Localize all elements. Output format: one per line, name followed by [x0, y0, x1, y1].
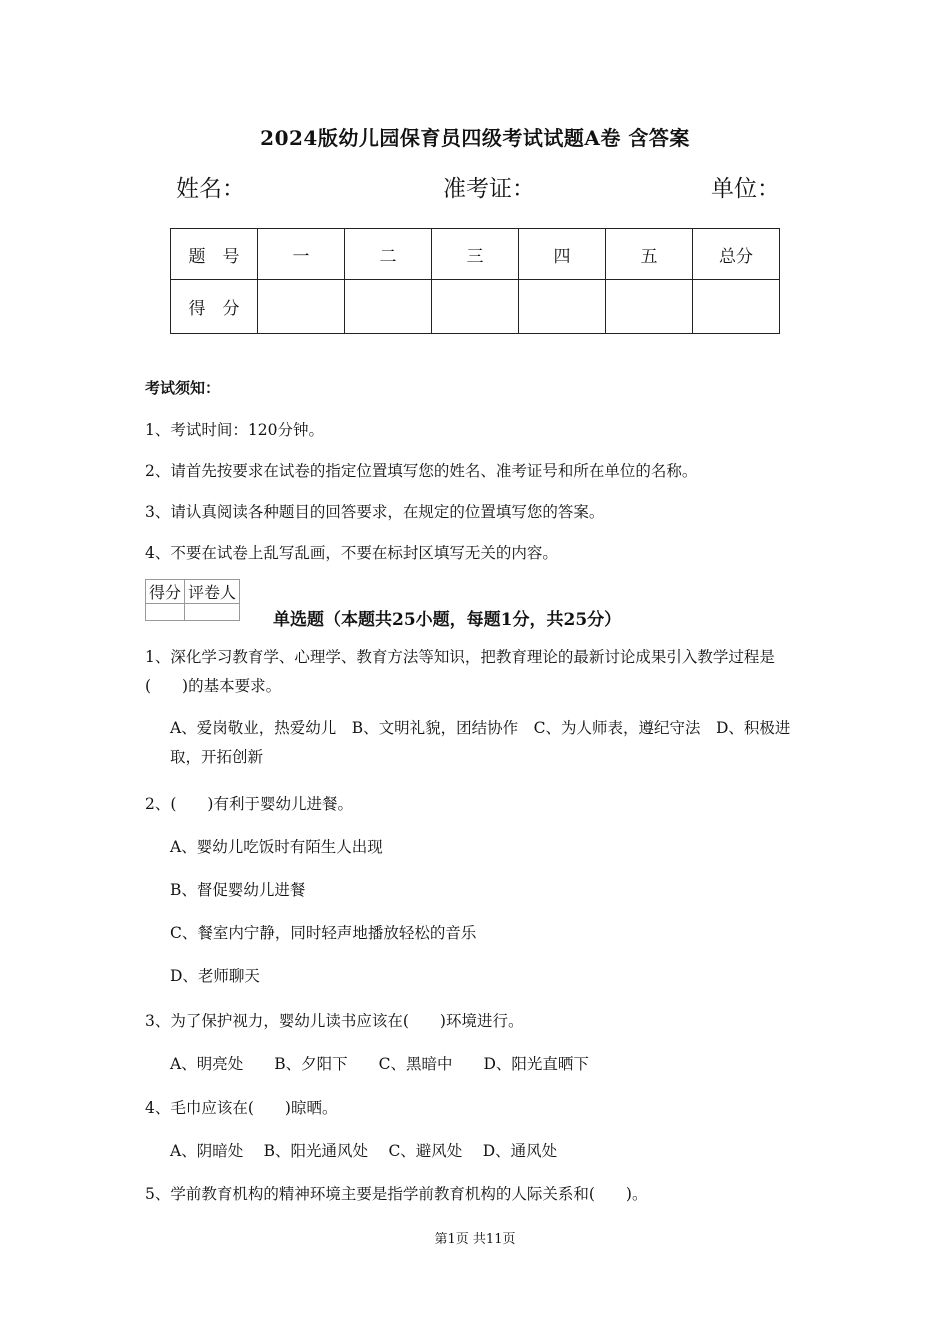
notes-title: 考试须知：: [145, 379, 221, 397]
question-5: 5、学前教育机构的精神环境主要是指学前教育机构的人际关系和( )。: [145, 1185, 648, 1203]
unit-field-label: 单位：: [711, 176, 780, 202]
question-2-option-c: C、餐室内宁静，同时轻声地播放轻松的音乐: [170, 924, 477, 942]
score-table-header-cell: 二: [345, 229, 432, 280]
question-2-option-a: A、婴幼儿吃饭时有陌生人出现: [170, 838, 383, 856]
score-table-header-cell: 一: [258, 229, 345, 280]
note-item: 3、请认真阅读各种题目的回答要求，在规定的位置填写您的答案。: [145, 503, 605, 521]
score-table: [170, 228, 780, 334]
page-footer: 第1页 共11页: [434, 1232, 516, 1247]
note-item: 2、请首先按要求在试卷的指定位置填写您的姓名、准考证号和所在单位的名称。: [145, 462, 698, 480]
name-field-label: 姓名：: [176, 176, 245, 202]
question-1-options: A、爱岗敬业，热爱幼儿 B、文明礼貌，团结协作 C、为人师表，遵纪守法 D、积极进取，开拓创新: [170, 719, 791, 766]
score-cell[interactable]: [519, 280, 606, 334]
score-cell[interactable]: [258, 280, 345, 334]
grader-reviewer-cell[interactable]: [185, 604, 240, 621]
note-item: 1、考试时间：120分钟。: [145, 421, 324, 439]
section-title: 单选题（本题共25小题，每题1分，共25分）: [273, 610, 622, 630]
question-3-options: A、明亮处 B、夕阳下 C、黑暗中 D、阳光直晒下: [170, 1055, 589, 1073]
score-cell[interactable]: [606, 280, 693, 334]
page-title: 2024版幼儿园保育员四级考试试题A卷 含答案: [260, 126, 690, 150]
score-cell[interactable]: [693, 280, 780, 334]
question-2-option-d: D、老师聊天: [170, 967, 260, 985]
question-4-options: A、阴暗处 B、阳光通风处 C、避风处 D、通风处: [170, 1142, 558, 1160]
exam-number-field-label: 准考证：: [443, 176, 535, 202]
score-table-header-cell: 总分: [693, 229, 780, 280]
question-2: 2、( )有利于婴幼儿进餐。: [145, 795, 353, 813]
question-3: 3、为了保护视力，婴幼儿读书应该在( )环境进行。: [145, 1012, 524, 1030]
question-2-option-b: B、督促婴幼儿进餐: [170, 881, 306, 899]
score-table-header-cell: 四: [519, 229, 606, 280]
score-table-header-cell: 五: [606, 229, 693, 280]
score-cell[interactable]: [345, 280, 432, 334]
grader-box: [145, 579, 240, 621]
grader-score-label: 得分: [146, 580, 185, 604]
grader-score-cell[interactable]: [146, 604, 185, 621]
question-4: 4、毛巾应该在( )晾晒。: [145, 1099, 338, 1117]
score-table-header-row: [171, 229, 780, 280]
grader-reviewer-label: 评卷人: [185, 580, 240, 604]
score-row-label: 得 分: [171, 280, 258, 334]
score-cell[interactable]: [432, 280, 519, 334]
score-table-header-cell: 三: [432, 229, 519, 280]
question-1: 1、深化学习教育学、心理学、教育方法等知识，把教育理论的最新讨论成果引入教学过程是( )的基本要求。: [145, 648, 775, 695]
note-item: 4、不要在试卷上乱写乱画，不要在标封区填写无关的内容。: [145, 544, 558, 562]
score-table-header-cell: 题 号: [171, 229, 258, 280]
score-table-score-row: [171, 280, 780, 334]
